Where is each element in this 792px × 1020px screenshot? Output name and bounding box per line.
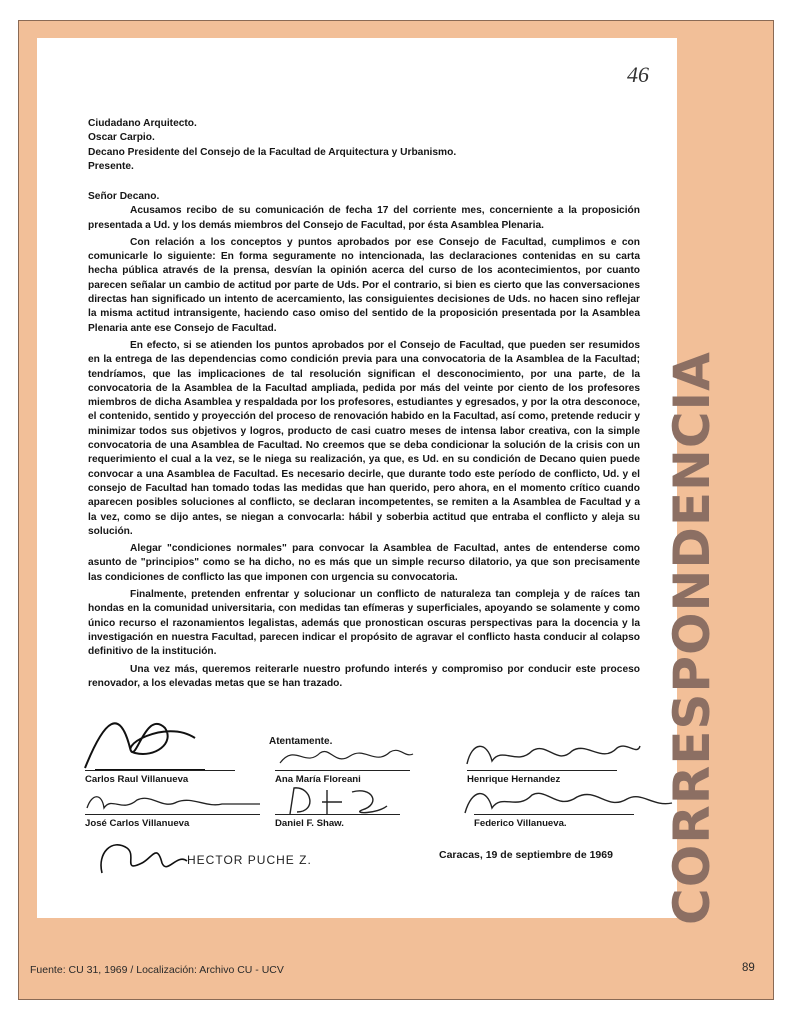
signature-scribble-7 xyxy=(92,833,192,883)
signature-name: Daniel F. Shaw. xyxy=(275,817,415,831)
signature-name: José Carlos Villanueva xyxy=(85,817,260,831)
letter-scan xyxy=(37,38,677,918)
address-line: Ciudadano Arquitecto. xyxy=(88,118,197,129)
letter-closing: Atentamente. xyxy=(269,736,333,747)
signature-scribble-3 xyxy=(462,736,642,772)
letter-address xyxy=(88,117,648,175)
letter-body xyxy=(88,190,640,694)
signature-name: Henrique Hernandez xyxy=(467,773,647,787)
signature-scribble-2 xyxy=(275,738,415,772)
letter-paragraph: En efecto, si se atienden los puntos aprobados por el Consejo de Facultad, que pueden ser resumidos en la entrega de las dependencias como condición previa para una convocatoria de la Asamblea de la Facultad; tendríamos, que las implicaciones de tal resolución significan el desconocimiento, por una parte, de la convocatoria de la Asamblea de la Facultad ampliada, pedida por más del veinte por ciento de los profesores miembros de dicha Asamblea y respaldada por los profesores, estudiantes y egresados, y por la otra desconoce, el contenido, sentido y proyección del proceso de renovación habido en la Facultad, así como, pretende reducir y minimizar todos sus objetivos y logros, producto de casi cuatro meses de intensa labor creativa, con la simple convocatoria de una Asamblea de Facultad. No creemos que se deba condicionar la solución de la crisis con un requerimiento el cual a la vez, se le niega su realización, ya que, es Ud. en su condición de Decano quien puede convocar a una Asamblea de Facultad. Es necesario decirle, que durante todo este período de conflicto, Ud. y el consejo de Facultad han tomado todas las medidas que han querido, pero ahora, en el momento crítico cuando aparecen posibles soluciones al conflicto, se declaran incompetentes, se remiten a la Asamblea de Facultad y a la vez, como se dijo antes, se niegan a convocarla: hábil y soberbia actitud que entraba el conflicto y aleja su solución. xyxy=(88,339,640,537)
letter-date: Caracas, 19 de septiembre de 1969 xyxy=(439,849,613,861)
letter-paragraph: Acusamos recibo de su comunicación de fecha 17 del corriente mes, concerniente a la proposición presentada a Ud. y los demás miembros del Consejo de Facultad, por ésta Asamblea Plenaria. xyxy=(88,205,640,231)
address-line: Presente. xyxy=(88,161,134,173)
page-number: 89 xyxy=(742,962,755,974)
address-line: Decano Presidente del Consejo de la Facultad de Arquitectura y Urbanismo. xyxy=(88,146,457,158)
archive-number: 46 xyxy=(627,62,649,87)
signature-name: Carlos Raul Villanueva xyxy=(85,773,235,787)
letter-greeting: Señor Decano. xyxy=(88,191,160,202)
signature-name: Ana María Floreani xyxy=(275,773,425,787)
letter-paragraph: Alegar "condiciones normales" para convocar la Asamblea de Facultad, antes de entenderse como asunto de "principios" como se ha dicho, no es más que un simple recurso dilatorio, ya que son precisamente las condiciones de conflicto las que imponen con urgencia su convocatoria. xyxy=(88,543,640,583)
section-title: CORRESPONDENCIA xyxy=(663,351,721,925)
signature-name: Federico Villanueva. xyxy=(474,817,654,831)
signature-scribble-1 xyxy=(75,698,215,778)
letter-paragraph: Finalmente, pretenden enfrentar y solucionar un conflicto de naturaleza tan compleja y de raíces tan hondas en la comunidad universitaria, con medidas tan efímeras y superficiales, apoyando se solamente y como único recurso el razonamientos legalistas, además que pronostican oscuras perspectivas para la docencia y la investigación en nuestra Facultad, parecen indicar el propósito de agravar el conflicto hasta conducir al colapso definitivo de la institución. xyxy=(88,589,640,658)
letter-paragraph: Con relación a los conceptos y puntos aprobados por ese Consejo de Facultad, cumplimos e con comunicarle lo siguiente: En forma seguramente no intencionada, las declaraciones contenidas en su carta hecha pública através de la prensa, desvían la opinión acerca del curso de los acontecimientos, por cuanto parecen señalar un cambio de actitud por parte de Uds. Por el contrario, si bien es cierto que las conversaciones directas han significado un intento de acercamiento, las consiguientes decisiones de Uds. no hacen sino reflejar la misma actitud intransigente, haciendo caso omiso del sentido de la proposición presentada por la Asamblea Plenaria ante ese Consejo de Facultad. xyxy=(88,236,640,334)
letter-paragraph: Una vez más, queremos reiterarle nuestro profundo interés y compromiso por conducir este proceso renovador, a los elevadas metas que se han trazado. xyxy=(88,663,640,689)
address-line: Oscar Carpio. xyxy=(88,132,155,144)
footer-source: Fuente: CU 31, 1969 / Localización: Archivo CU - UCV xyxy=(30,964,284,976)
signature-scribble-5 xyxy=(282,784,392,818)
handwritten-name: HECTOR PUCHE Z. xyxy=(187,853,312,867)
